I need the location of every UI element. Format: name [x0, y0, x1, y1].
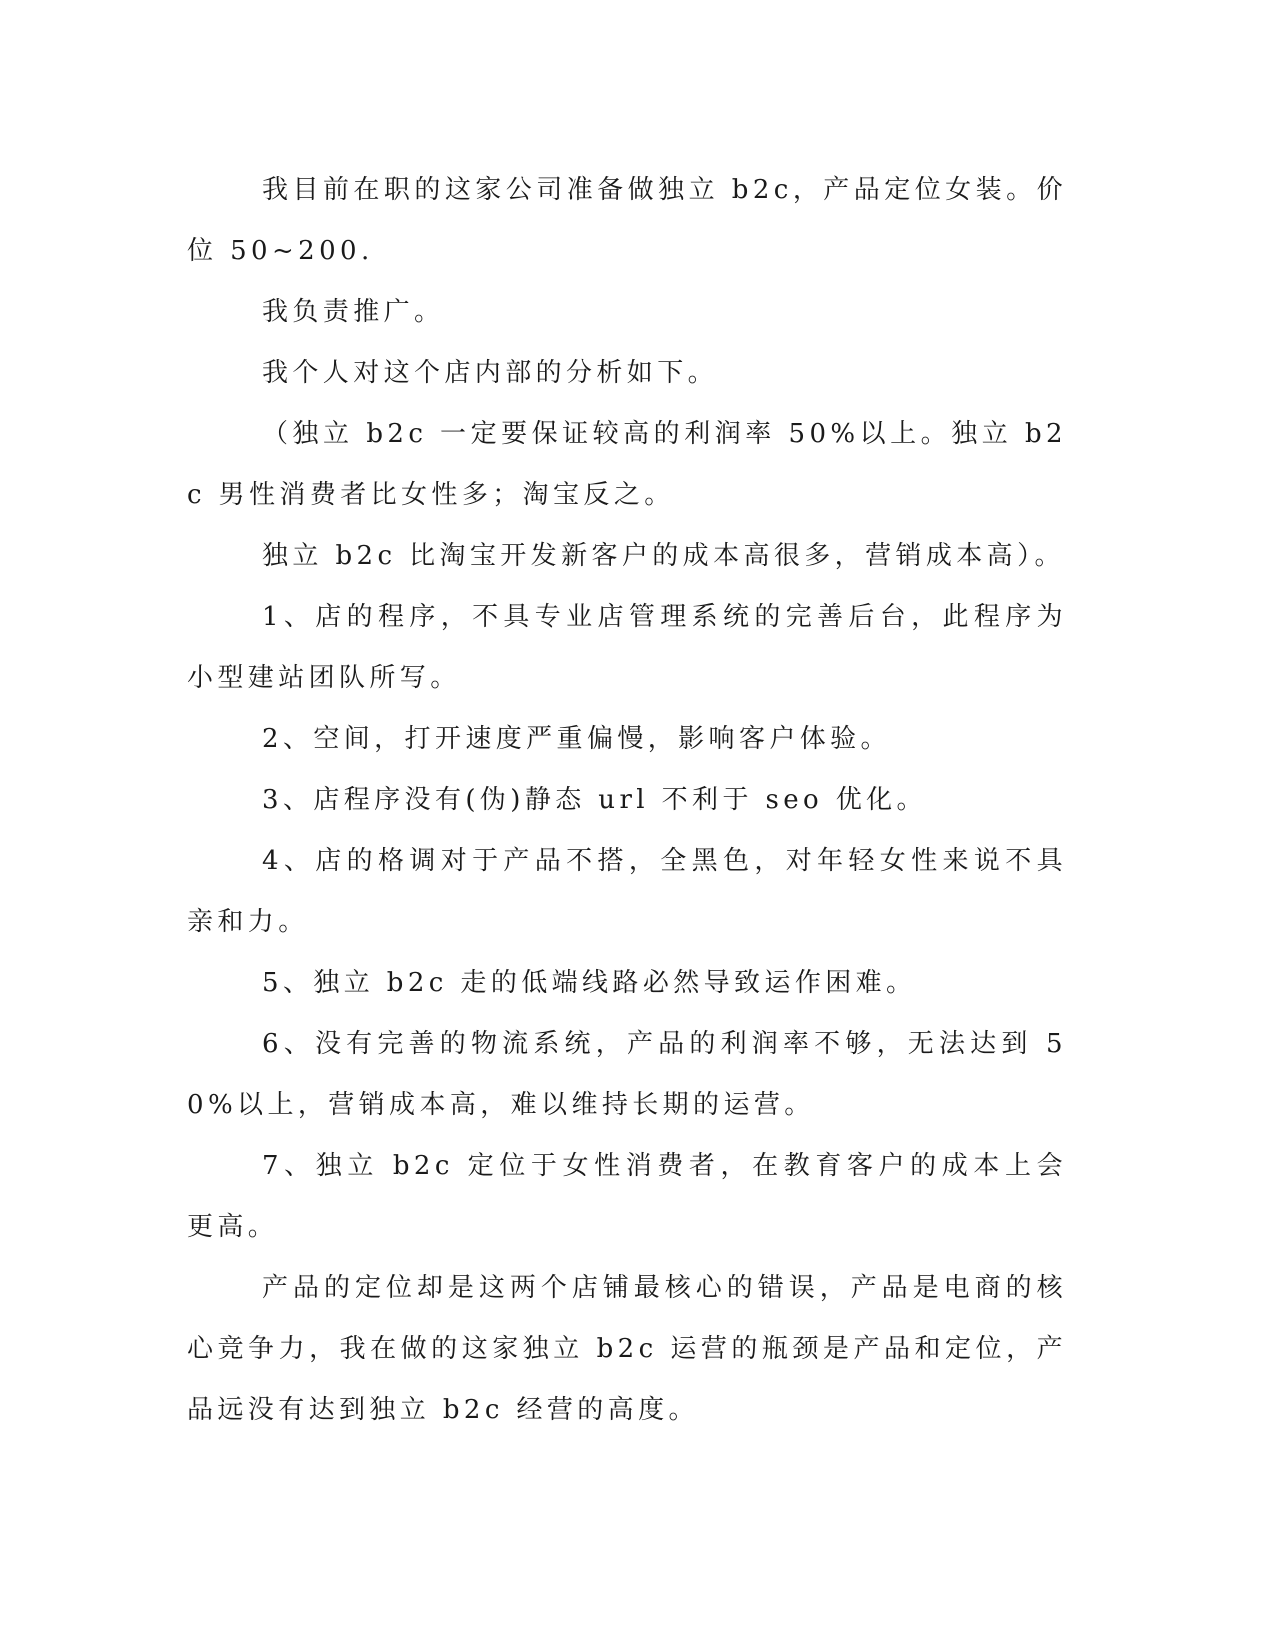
paragraph-point-7: 7、独立 b2c 定位于女性消费者，在教育客户的成本上会更高。 — [187, 1151, 1067, 1242]
paragraph-point-6: 6、没有完善的物流系统，产品的利润率不够，无法达到 50%以上，营销成本高，难以维持长期的运营。 — [187, 1029, 1067, 1120]
paragraph-conclusion: 产品的定位却是这两个店铺最核心的错误，产品是电商的核心竞争力，我在做的这家独立 b2c 运营的瓶颈是产品和定位，产品远没有达到独立 b2c 经营的高度。 — [187, 1273, 1067, 1425]
paragraph-note-margin: （独立 b2c 一定要保证较高的利润率 50%以上。独立 b2c 男性消费者比女性多；淘宝反之。 — [187, 419, 1067, 510]
document-body — [187, 160, 1067, 1441]
paragraph-point-4: 4、店的格调对于产品不搭，全黑色，对年轻女性来说不具亲和力。 — [187, 846, 1067, 937]
paragraph-intro: 我目前在职的这家公司准备做独立 b2c，产品定位女装。价位 50~200. — [187, 175, 1067, 266]
paragraph-point-3: 3、店程序没有(伪)静态 url 不利于 seo 优化。 — [262, 785, 927, 815]
paragraph-point-5: 5、独立 b2c 走的低端线路必然导致运作困难。 — [262, 968, 917, 998]
paragraph-note-cost: 独立 b2c 比淘宝开发新客户的成本高很多，营销成本高）。 — [262, 541, 1065, 571]
paragraph-role: 我负责推广。 — [262, 297, 445, 327]
paragraph-point-1: 1、店的程序，不具专业店管理系统的完善后台，此程序为小型建站团队所写。 — [187, 602, 1067, 693]
paragraph-analysis-lead: 我个人对这个店内部的分析如下。 — [262, 358, 719, 388]
paragraph-point-2: 2、空间，打开速度严重偏慢，影响客户体验。 — [262, 724, 891, 754]
